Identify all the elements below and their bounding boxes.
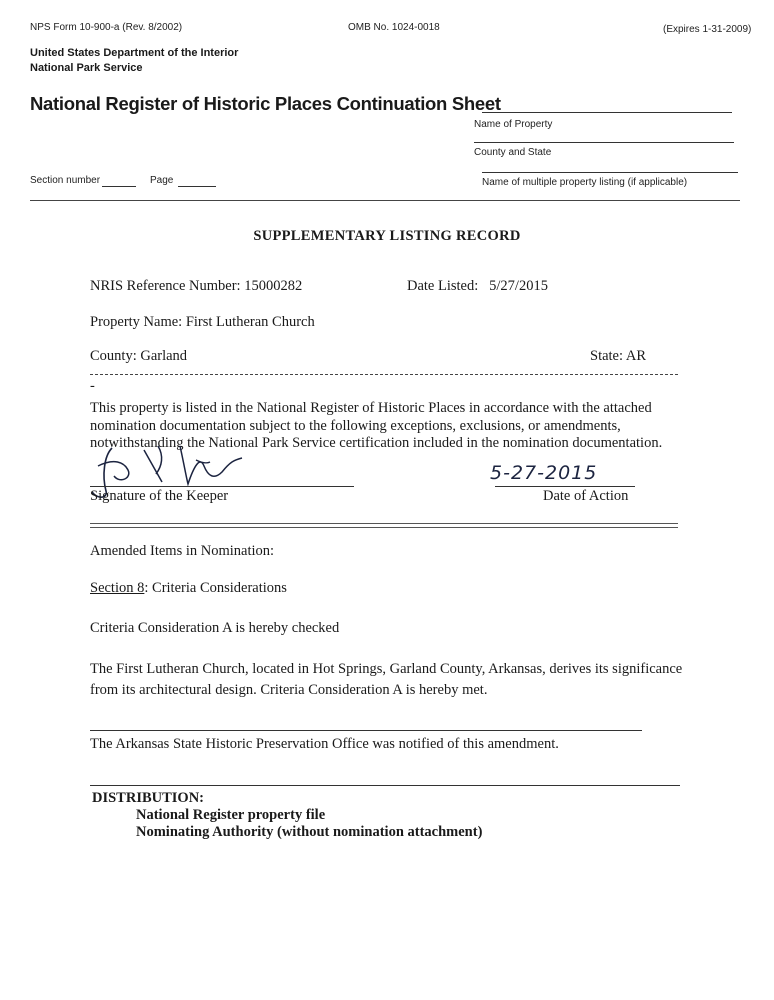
form-number: NPS Form 10-900-a (Rev. 8/2002) [30, 22, 183, 33]
agency-name: National Park Service [30, 62, 143, 74]
county [90, 348, 187, 365]
date-listed-label: Date Listed: [407, 278, 479, 294]
nris-label: NRIS Reference Number: [90, 278, 241, 294]
amendment-divider [90, 730, 642, 731]
property-name-label: Property Name: [90, 314, 183, 330]
date-of-action-label: Date of Action [543, 488, 629, 504]
nris-reference [90, 278, 302, 295]
department-name: United States Department of the Interior [30, 47, 239, 59]
multiple-listing-label: Name of multiple property listing (if applicable) [482, 177, 688, 188]
date-of-action-line [495, 486, 635, 487]
significance-paragraph: The First Lutheran Church, located in Hot Springs, Garland County, Arkansas, derives its significance from its architectural design. Criteria Consideration A is hereby met. [90, 661, 683, 698]
state-value: AR [625, 348, 647, 364]
property-name [90, 314, 315, 331]
page-number-line [178, 186, 216, 187]
handwritten-date: 5-27-2015 [490, 462, 598, 484]
amended-items-heading: Amended Items in Nomination: [90, 543, 275, 559]
distribution-heading: DISTRIBUTION: [92, 790, 204, 806]
header-divider [30, 200, 740, 201]
expiration-date: (Expires 1-31-2009) [663, 24, 752, 35]
county-label: County: [90, 348, 137, 364]
distribution-divider [90, 785, 680, 786]
distribution-item: National Register property file [136, 807, 326, 823]
shpo-notification: The Arkansas State Historic Preservation Office was notified of this amendment. [90, 736, 559, 752]
state-label: State: [590, 348, 624, 364]
listing-statement: This property is listed in the National Register of Historic Places in accordance with the attached nomination documentation subject to the following exceptions, exclusions, or amendments, notwithstanding the National Park Service certification included in the nomination documentation. [90, 400, 663, 451]
state [590, 348, 646, 365]
signature-label: Signature of the Keeper [90, 488, 229, 504]
record-heading: SUPPLEMENTARY LISTING RECORD [253, 228, 521, 244]
signature-line [90, 486, 354, 487]
criteria-item: Criteria Consideration A is hereby checked [90, 620, 340, 636]
section-number-line [102, 186, 136, 187]
date-listed-value: 5/27/2015 [489, 278, 548, 294]
section-8-link: Section 8 [90, 580, 145, 596]
section-criteria: Section 8: Criteria Considerations [90, 580, 287, 596]
distribution-item: Nominating Authority (without nomination attachment) [136, 824, 483, 840]
dashed-divider [90, 374, 678, 375]
nris-value: 15000282 [244, 278, 303, 294]
property-name-value: First Lutheran Church [185, 314, 315, 330]
property-name-line [482, 112, 732, 113]
county-state-line [474, 142, 734, 143]
multiple-listing-line [482, 172, 738, 173]
dash-mark: - [90, 378, 95, 394]
section-number-label: Section number [30, 175, 101, 186]
form-title: National Register of Historic Places Continuation Sheet [30, 93, 501, 114]
county-state-label: County and State [474, 147, 552, 158]
page-label: Page [150, 175, 174, 186]
date-listed [407, 278, 548, 295]
double-divider [90, 523, 678, 528]
county-value: Garland [140, 348, 188, 364]
omb-number: OMB No. 1024-0018 [348, 22, 440, 33]
property-name-label: Name of Property [474, 119, 553, 130]
